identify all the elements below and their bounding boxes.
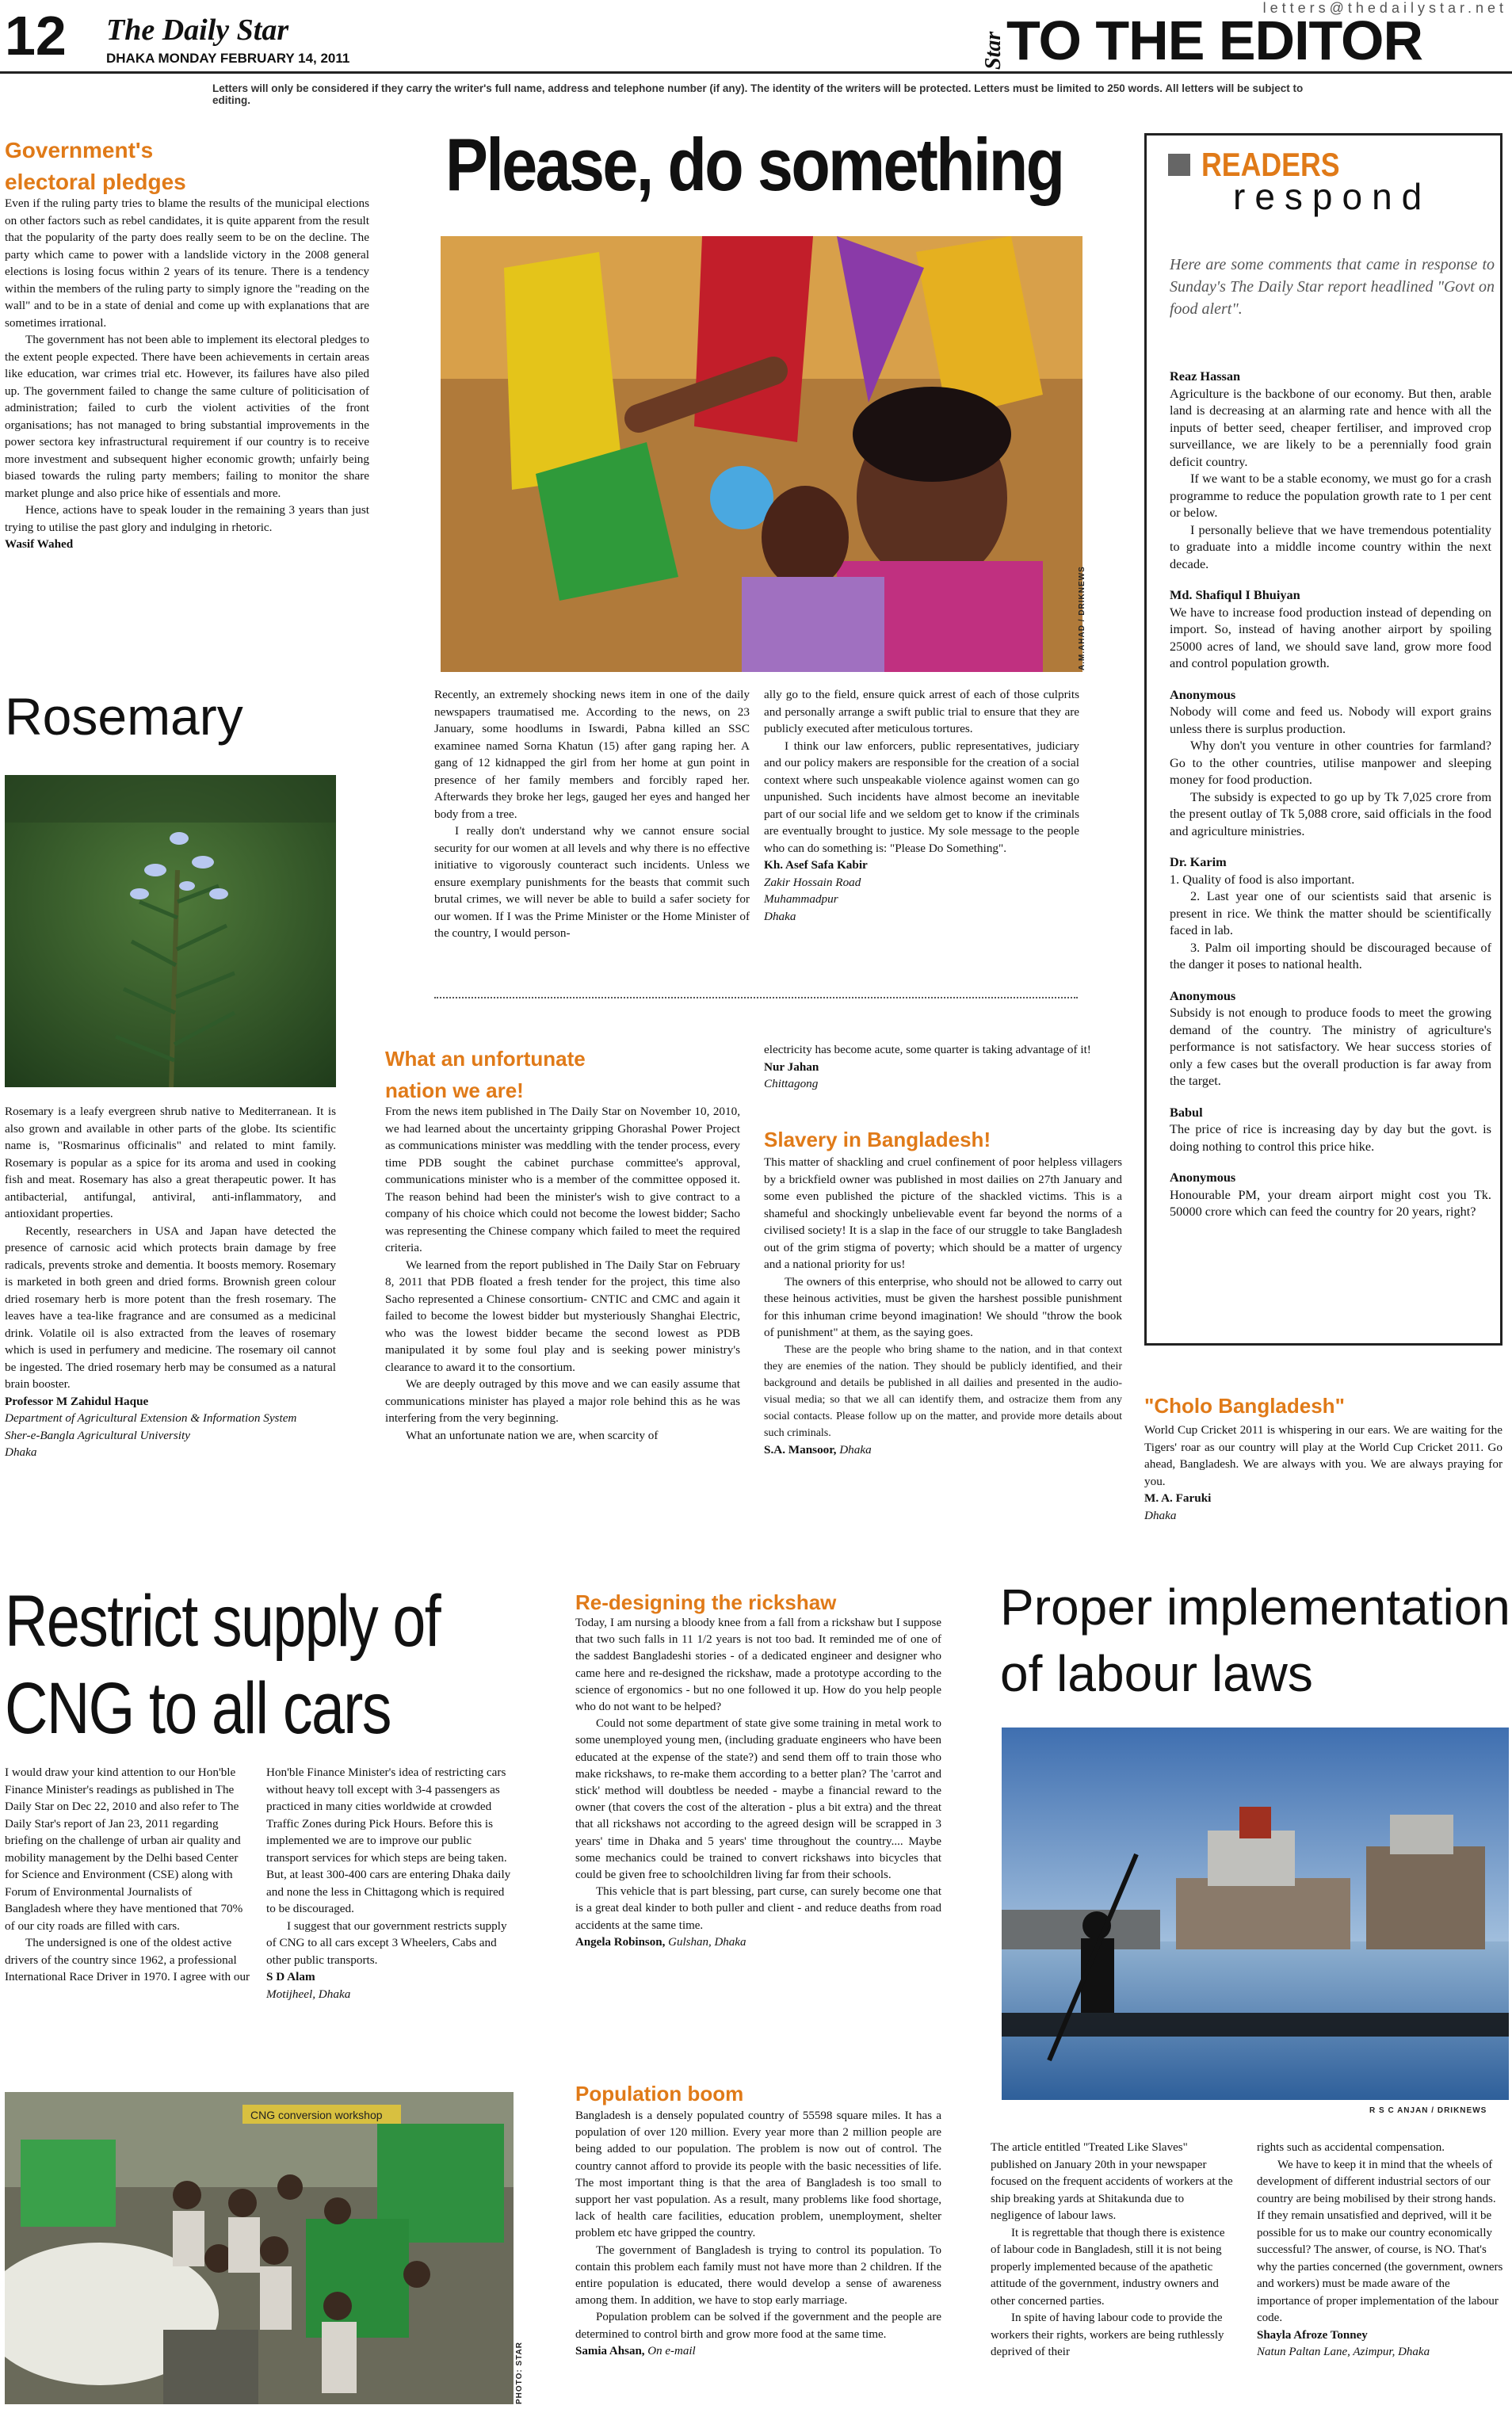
rickshaw-paragraph: Today, I am nursing a bloody knee from a fall from a rickshaw but I suppose that two such falls in 11 1/2 years is not too bad. It reminded me of one of the saddest Bangladeshi stories - of a dedicated engineer and designer who came here and re-designed the rickshaw, made a prototype according to the science of ergonomics - but no one followed it up. How do you help people who do not want to be helped? (575, 1617, 941, 1714)
please-paragraph: Recently, an extremely shocking news item in one of the daily newspapers traumatised me. According to the news, on 23 January, some hoodlums in Iswardi, Pabna killed an SSC examinee named Sorna Khatun (15) after gang raping her. A gang of 12 kidnapped the girl from her home at gun point in presence of her family members and forcibly raped her. Afterwards they broke her legs, gauged her eyes and hanged her body from a tree. (434, 688, 750, 821)
labour-paragraph: It is regrettable that though there is existence of labour code in Bangladesh, still it is not being properly implemented because of the apathetic attitude of the government, industry owners and other concerned parties. (991, 2226, 1225, 2308)
reader-paragraph: 1. Quality of food is also important. (1170, 871, 1355, 887)
cholo-signature: M. A. Faruki (1144, 1491, 1212, 1505)
please-col1 (434, 686, 750, 942)
readers-square-icon (1168, 154, 1190, 176)
rosemary-signature: Professor M Zahidul Haque (5, 1394, 149, 1408)
ship-photo (1002, 1728, 1509, 2100)
reader-name: Md. Shafiqul I Bhuiyan (1170, 587, 1300, 602)
unfortunate-body (385, 1103, 740, 1444)
reader-paragraph: The subsidy is expected to go up by Tk 7,025 crore from the present outlay of Tk 5,088 crore, said officials in the food and agriculture ministries. (1170, 788, 1491, 838)
rosemary-affiliation: Department of Agricultural Extension & Information System (5, 1411, 297, 1425)
slavery-address: Dhaka (839, 1442, 872, 1456)
pledges-paragraph: Even if the ruling party tries to blame the results of the municipal elections on other factors such as rebel candidates, it is quite apparent from the result that the popularity of the party does really seem to be on the decline. The party which came to power with a landslide victory in the 2008 general elections is losing focus within 2 years of its tenure. There is a tendency within the members of the ruling party to simply ignore the "reading on the wall" and to be in a state of denial and come up with explanations that are sometimes irrational. (5, 197, 369, 330)
cng-photo (5, 2092, 514, 2404)
cholo-heading: "Cholo Bangladesh" (1144, 1394, 1345, 1418)
letters-notice: Letters will only be considered if they carry the writer's full name, address and telephone number (if any). The identity of the writers will be protected. Letters must be limited to 250 words. All letters will be subject to editing. (212, 82, 1304, 106)
cng-paragraph: The undersigned is one of the oldest active drivers of the country since 1962, a professional International Race Driver in 1970. I agree with our (5, 1936, 250, 1983)
slavery-signature: S.A. Mansoor, (764, 1442, 837, 1456)
pledges-paragraph: Hence, actions have to speak louder in the remaining 3 years than just trying to utilise the past glory and indulging in rhetoric. (5, 503, 369, 534)
please-address: Zakir Hossain Road (764, 875, 861, 889)
cholo-address: Dhaka (1144, 1508, 1177, 1522)
reader-paragraph: I personally believe that we have tremendous potentiality to graduate into a middle income country within the next decade. (1170, 521, 1491, 571)
reader-paragraph: Why don't you venture in other countries for farmland? Go to the other countries, utilise manpower and sleeping money for food production. (1170, 738, 1491, 787)
rosemary-paragraph: Rosemary is a leafy evergreen shrub native to Mediterranean. It is also grown and available in other parts of the globe. Its scientific name is, "Rosmarinus officinalis" and related to mint family. Rosemary is popular as a spice for its aroma and used in cooking fish and meat. Rosemary has also a great therapeutic power. It has antibacterial, antifungal, antiviral, anti-inflammatory, and antioxidant properties. (5, 1105, 336, 1220)
cng-photo-credit: PHOTO: STAR (515, 2342, 524, 2404)
slavery-body (764, 1154, 1122, 1458)
unfortunate-paragraph: From the news item published in The Daily Star on November 10, 2010, we had learned about the uncertainty gripping Ghorashal Power Project as communications minister was meddling with the tender process, every time PDB sought the cabinet purchase committee's approval, communications minister who is a member of the committee opposed it. The reason behind had been the minister's wish to give contract to a company of his choice which could not become the lowest bidder; Sacho was representing the Chinese company which failed to meet the required criteria. (385, 1105, 740, 1254)
labour-address: Natun Paltan Lane, Azimpur, Dhaka (1257, 2346, 1430, 2358)
rickshaw-address: Gulshan, Dhaka (668, 1935, 746, 1949)
email-address[interactable]: letters@thedailystar.net (1262, 0, 1507, 16)
reader-name: Dr. Karim (1170, 854, 1227, 869)
readers-letters (1170, 368, 1491, 1235)
rickshaw-paragraph: This vehicle that is part blessing, part curse, can surely become one that is a great deal kinder to both puller and client - and reduce deaths from road accidents at the same time. (575, 1885, 941, 1932)
section-title: TO THE EDITOR (1006, 10, 1423, 71)
pledges-body (5, 195, 369, 553)
population-paragraph: Population problem can be solved if the government and the people are determined to control birth and grow more food at the same time. (575, 2311, 941, 2341)
unfortunate-heading: What an unfortunate nation we are! (385, 1047, 586, 1102)
unfortunate-paragraph: What an unfortunate nation we are, when scarcity of (406, 1428, 659, 1442)
dateline: DHAKA MONDAY FEBRUARY 14, 2011 (106, 51, 350, 66)
reader-paragraph: Nobody will come and feed us. Nobody will export grains unless there is surplus production. (1170, 704, 1491, 736)
labour-heading-line2: of labour laws (1000, 1645, 1313, 1702)
please-col2 (764, 686, 1079, 925)
population-body (575, 2108, 941, 2360)
labour-paragraph: rights such as accidental compensation. (1257, 2141, 1445, 2154)
reader-paragraph: The price of rice is increasing day by day but the govt. is doing nothing to control this price hike. (1170, 1121, 1491, 1154)
rosemary-paragraph: Recently, researchers in USA and Japan have detected the presence of carnosic acid which protects brain damage by free radicals, prevents stroke and dementia. It boosts memory. Rosemary is marketed in both green and dried forms. Brownish green colour dried rosemary herb is more potent than the fresh rosemary. The leaves have a tea-like fragrance and are consumed as a medicinal drink. Volatile oil is also extracted from the leaves of rosemary which is used in perfumery and medicine. The rosemary oil cannot be ingested. The dried rosemary herb may be consumed as a natural brain booster. (5, 1224, 336, 1391)
reader-letter (1170, 1169, 1491, 1220)
paper-name: The Daily Star (106, 13, 289, 47)
pledges-signature: Wasif Wahed (5, 537, 74, 551)
reader-letter (1170, 368, 1491, 572)
unfortunate-signature: Nur Jahan (764, 1059, 819, 1074)
reader-name: Reaz Hassan (1170, 368, 1241, 384)
protest-photo (441, 236, 1082, 672)
workshop-sign: CNG conversion workshop (250, 2109, 383, 2121)
cng-address: Motijheel, Dhaka (266, 1987, 351, 2001)
labour-col1 (991, 2140, 1236, 2361)
readers-subheading: respond (1233, 176, 1432, 217)
rosemary-affiliation: Dhaka (5, 1445, 37, 1459)
rickshaw-body (575, 1615, 941, 1951)
unfortunate-paragraph: We learned from the report published in The Daily Star on February 8, 2011 that PDB floated a fresh tender for the project, this time also Sacho represented a Chinese consortium- CNTIC and CMC and again it failed to become the lowest bidder but mysteriously Shanghai Electric, who was the lowest bidder became the second lowest as PDB manipulated it by some foul play and is seeking power ministry's clearance to award it to the consortium. (385, 1258, 740, 1374)
please-paragraph: I really don't understand why we cannot ensure social security for our women at all levels and why there is no effective initiative to vigorously counteract such incidents. Unless we ensure exemplary punishments for the beasts that commit such brutal crimes, we will never be able to build a safer society for our women. If I was the Prime Minister or the Home Minister of the country, I would person- (434, 824, 750, 940)
rosemary-affiliation: Sher-e-Bangla Agricultural University (5, 1428, 190, 1442)
please-address: Muhammadpur (764, 892, 838, 906)
cholo-body (1144, 1422, 1502, 1524)
slavery-paragraph: This matter of shackling and cruel confinement of poor helpless villagers by a brickfield owner was published in most dailies on 27th January and some even published the picture of the shackled victims. This is a shameful and shockingly unbelievable event far beyond the norms of a civilised society! It is a slap in the face of our struggle to take Bangladesh out of the grim stigma of poverty; which should be a matter of urgency and a national priority for us! (764, 1155, 1122, 1271)
please-address: Dhaka (764, 909, 796, 923)
population-signature: Samia Ahsan, (575, 2344, 645, 2357)
population-paragraph: Bangladesh is a densely populated country of 55598 square miles. It has a population of over 120 million. Every year more than 2 million people are being added to our population. The problem is now out of control. The country cannot afford to provide its people with the basic necessities of life. The most important thing is that the area of Bangladesh is too small to support her vast population. As a result, many problems like food shortage, lack of health care facilities, education problem, unemployment, shelter problem etc have gripped the country. (575, 2109, 941, 2240)
please-signature: Kh. Asef Safa Kabir (764, 858, 868, 872)
labour-paragraph: We have to keep it in mind that the wheels of development of different industrial sectors of our country are being mobilised by their strong hands. If they remain unsatisfied and deprived, will it be possible for us to make our country economically successful? The answer, of course, is NO. That's why the parties concerned (the government, owners and workers) must be made aware of the importance of proper implementation of the labour code. (1257, 2158, 1503, 2324)
cng-paragraph: Hon'ble Finance Minister's idea of restricting cars without heavy toll except with 3-4 passengers as practiced in many cities worldwide at crowded Traffic Zones during Pick Hours. Before this is implemented we are to improve our public transport services for which steps are being taken. But, at least 300-400 cars are entering Dhaka daily and none the less in Chittagong which is required to be discouraged. (266, 1766, 511, 1915)
unfortunate-address: Chittagong (764, 1077, 819, 1090)
reader-letter (1170, 1104, 1491, 1155)
rosemary-photo (5, 775, 336, 1087)
cng-workshop-image (5, 2092, 514, 2404)
protest-photo-credit: A.M.AHAD / DRIKNEWS (1078, 566, 1086, 670)
reader-paragraph: 3. Palm oil importing should be discouraged because of the danger it poses to national health. (1170, 939, 1491, 972)
reader-letter (1170, 853, 1491, 973)
labour-col2 (1257, 2140, 1506, 2361)
cng-paragraph: I would draw your kind attention to our Hon'ble Finance Minister's readings as published in The Daily Star on Dec 22, 2010 and also refer to The Daily Star's report of Jan 23, 2011 regarding briefing on the challenge of urban air quality and mobility management by the Delhi based Center for Science and Environment (CSE) along with Forum of Environmental Journalists of Bangladesh where they have mentioned that 70% of our city roads are filled with cars. (5, 1766, 243, 1933)
readers-heading: READERS (1201, 146, 1340, 183)
labour-paragraph: The article entitled "Treated Like Slaves" published on January 20th in your newspaper focused on the frequent accidents of workers at the ship breaking yards at Shitakunda due to negligence of labour laws. (991, 2141, 1233, 2222)
labour-heading-line1: Proper implementation (1000, 1579, 1510, 1636)
rosemary-heading: Rosemary (5, 687, 243, 746)
cng-heading-line2: CNG to all cars (5, 1668, 391, 1749)
reader-name: Anonymous (1170, 1170, 1236, 1185)
star-logo: Star (981, 31, 1006, 70)
population-paragraph: The government of Bangladesh is trying to control its population. To contain this problem each family must not have more than 2 children. If the entire population is educated, there would develop a sense of awareness among them. In addition, we have to stop early marriage. (575, 2243, 941, 2308)
cng-paragraph: I suggest that our government restricts supply of CNG to all cars except 3 Wheelers, Cabs and other public transports. (266, 1918, 507, 1967)
masthead-rule (0, 71, 1512, 74)
reader-letter (1170, 586, 1491, 672)
cng-heading-line1: Restrict supply of (5, 1581, 441, 1662)
rickshaw-signature: Angela Robinson, (575, 1935, 666, 1949)
cng-col2 (266, 1764, 512, 2002)
rosemary-body (5, 1103, 336, 1461)
reader-name: Anonymous (1170, 686, 1236, 702)
reader-paragraph: Honourable PM, your dream airport might cost you Tk. 50000 crore which can feed the country for 20 years, right? (1170, 1186, 1491, 1219)
please-paragraph: I think our law enforcers, public representatives, judiciary and our policy makers are responsible for the creation of a social context where such unspeakable violence against women can go unpunished. Such incidents have almost become an inevitable part of our social life and we seldom get to know if the criminals are eventually brought to justice. My sole message to the people who can do something is: "Please Do Something". (764, 739, 1079, 855)
unfortunate-paragraph: electricity has become acute, some quarter is taking advantage of it! (764, 1043, 1091, 1056)
dotted-divider (434, 997, 1078, 998)
unfortunate-paragraph: We are deeply outraged by this move and we can easily assume that communications minister has played a major role behind this as he was interfering from the very beginning. (385, 1377, 740, 1425)
reader-paragraph: If we want to be a stable economy, we must go for a crash programme to reduce the population growth rate to 1 per cent or below. (1170, 471, 1491, 520)
reader-paragraph: Agriculture is the backbone of our economy. But then, arable land is decreasing at an alarming rate and hence with all the inputs of better seed, cheaper fertiliser, and improved crop surveillance, we are likely to be a perennially food grain deficit country. (1170, 385, 1491, 469)
pledges-heading: Government's electoral pledges (5, 138, 186, 194)
slavery-paragraph: The owners of this enterprise, who should not be allowed to carry out these heinous activities, must be given the harshest possible punishment for this inhuman crime beyond imagination! We should "throw the book of punishment" at them, as the saying goes. (764, 1274, 1122, 1339)
slavery-heading: Slavery in Bangladesh! (764, 1128, 991, 1151)
rickshaw-heading: Re-designing the rickshaw (575, 1590, 837, 1614)
labour-signature: Shayla Afroze Tonney (1257, 2328, 1368, 2342)
reader-paragraph: We have to increase food production instead of depending on import. So, instead of having another airport by spoiling 25000 acres of land, we should save land, grow more food and control population growth. (1170, 604, 1491, 670)
rosemary-plant-image (5, 775, 336, 1087)
unfortunate-continuation (764, 1041, 1109, 1093)
population-heading: Population boom (575, 2082, 744, 2105)
cng-signature: S D Alam (266, 1970, 315, 1983)
reader-name: Babul (1170, 1104, 1203, 1120)
rickshaw-paragraph: Could not some department of state give some training in metal work to some unemployed young men, (including graduate engineers who have been educated at the expense of the state?) and send them off to train those who make rickshaws, to re-make them according to a better plan? The 'carrot and stick' method will doubtless be needed - maybe a financial reward to the owner (that covers the cost of the alteration - plus a bit extra) and the threat that all rickshaws not according to the agreed design will be scrapped in 3 years' time in Dhaka and 5 years' time throughout the country.... Maybe some mechanics could be trained to convert rickshaws into bicycles that could be given free to schoolchildren living far from their schools. (575, 1717, 941, 1882)
reader-letter (1170, 987, 1491, 1090)
pledges-paragraph: The government has not been able to implement its electoral pledges to the extent people expected. There have been achievements in certain areas like education, war crimes trial etc. However, its failures have also piled up. The government failed to change the same culture of politicisation of administration; failed to curb the violent activities of the front organisations; has not managed to bring substantial improvements in the power sectora key infrastructural requirement if our country is to receive more investment and subsequent higher economic growth; unfairly being biased towards the ruling party members; failing to monitor the share market plunge and also price hike of essentials and more. (5, 333, 369, 500)
reader-paragraph: Subsidy is not enough to produce foods to meet the growing demand of the country. The ministry of agriculture's performance is not satisfactory. We hear success stories of only a few cases but the overall production is far away from the target. (1170, 1005, 1491, 1088)
protest-image (441, 236, 1082, 672)
reader-letter (1170, 686, 1491, 840)
cholo-paragraph: World Cup Cricket 2011 is whispering in our ears. We are waiting for the Tigers' roar as our country will play at the World Cup Cricket 2011. Go ahead, Bangladesh. We are always with you. We are always praying for you. (1144, 1423, 1502, 1488)
reader-name: Anonymous (1170, 987, 1236, 1003)
slavery-paragraph: These are the people who bring shame to the nation, and in that context they are enemies of the nation. They should be publicly identified, and their background and details be published in all dailies and presented in the audio-visual media; so that we all can identify them, and ostracize them from any social contacts. Please follow up on the matter, and provide more details about such criminals. (764, 1343, 1122, 1439)
please-heading: Please, do something (445, 123, 1063, 206)
population-address: On e-mail (647, 2344, 696, 2357)
reader-paragraph: 2. Last year one of our scientists said that arsenic is present in rice. We think the matter should be scientifically faced in lab. (1170, 888, 1491, 937)
labour-paragraph: In spite of having labour code to provide the workers their rights, workers are being ruthlessly deprived of their (991, 2312, 1224, 2358)
ship-breaking-image (1002, 1728, 1509, 2100)
cng-col1 (5, 1764, 250, 1986)
please-paragraph: ally go to the field, ensure quick arrest of each of those culprits and personally arrange a swift public trial to ensure that they are publicly executed after meticulous tortures. (764, 688, 1079, 735)
readers-intro: Here are some comments that came in response to Sunday's The Daily Star report headlined "Govt on food alert". (1170, 256, 1495, 318)
page-number: 12 (5, 5, 67, 67)
ship-photo-credit: R S C ANJAN / DRIKNEWS (1369, 2106, 1487, 2115)
